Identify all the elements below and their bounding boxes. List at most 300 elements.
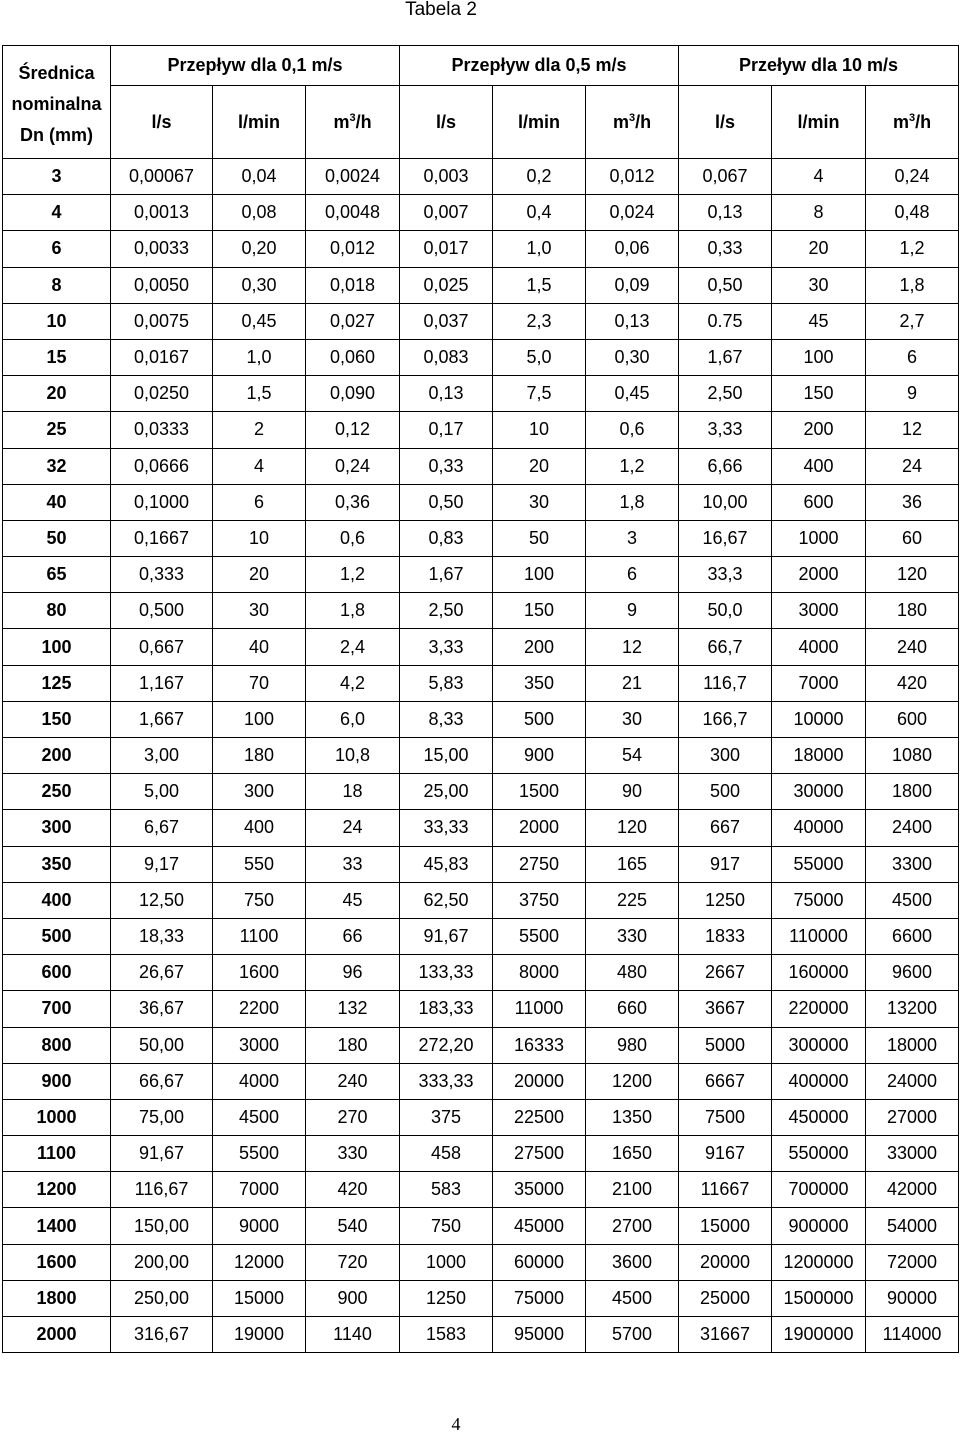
diameter-cell: 20 [3, 376, 111, 412]
value-cell: 9,17 [111, 846, 213, 882]
value-cell: 0,0167 [111, 339, 213, 375]
value-cell: 6600 [866, 918, 959, 954]
value-cell: 3300 [866, 846, 959, 882]
value-cell: 3 [586, 520, 679, 556]
diameter-cell: 1000 [3, 1099, 111, 1135]
value-cell: 2,50 [400, 593, 493, 629]
diameter-cell: 4 [3, 195, 111, 231]
value-cell: 31667 [679, 1317, 772, 1353]
value-cell: 1,8 [586, 484, 679, 520]
value-cell: 0,2 [493, 159, 586, 195]
value-cell: 1250 [400, 1280, 493, 1316]
value-cell: 20 [493, 448, 586, 484]
value-cell: 917 [679, 846, 772, 882]
value-cell: 0,33 [679, 231, 772, 267]
table-body [3, 159, 959, 1353]
diameter-cell: 25 [3, 412, 111, 448]
value-cell: 1000 [400, 1244, 493, 1280]
value-cell: 2100 [586, 1172, 679, 1208]
value-cell: 27500 [493, 1136, 586, 1172]
diameter-cell: 1100 [3, 1136, 111, 1172]
value-cell: 95000 [493, 1317, 586, 1353]
value-cell: 0,012 [586, 159, 679, 195]
value-cell: 220000 [772, 991, 866, 1027]
value-cell: 4 [213, 448, 306, 484]
value-cell: 66,7 [679, 629, 772, 665]
value-cell: 33 [306, 846, 400, 882]
diameter-cell: 100 [3, 629, 111, 665]
value-cell: 62,50 [400, 882, 493, 918]
value-cell: 4500 [866, 882, 959, 918]
value-cell: 720 [306, 1244, 400, 1280]
value-cell: 2667 [679, 955, 772, 991]
value-cell: 0,13 [400, 376, 493, 412]
header-diameter [3, 46, 111, 159]
value-cell: 42000 [866, 1172, 959, 1208]
value-cell: 1,5 [493, 267, 586, 303]
value-cell: 2,4 [306, 629, 400, 665]
value-cell: 0,0013 [111, 195, 213, 231]
value-cell: 54 [586, 738, 679, 774]
value-cell: 0,667 [111, 629, 213, 665]
value-cell: 3,33 [400, 629, 493, 665]
value-cell: 18000 [772, 738, 866, 774]
table-row [3, 195, 959, 231]
value-cell: 0,06 [586, 231, 679, 267]
value-cell: 20 [213, 557, 306, 593]
value-cell: 3600 [586, 1244, 679, 1280]
value-cell: 165 [586, 846, 679, 882]
value-cell: 3000 [213, 1027, 306, 1063]
table-row [3, 1027, 959, 1063]
diameter-cell: 400 [3, 882, 111, 918]
value-cell: 2700 [586, 1208, 679, 1244]
value-cell: 1500000 [772, 1280, 866, 1316]
value-cell: 420 [866, 665, 959, 701]
value-cell: 1900000 [772, 1317, 866, 1353]
value-cell: 8,33 [400, 701, 493, 737]
value-cell: 0,04 [213, 159, 306, 195]
value-cell: 15000 [679, 1208, 772, 1244]
value-cell: 0,0250 [111, 376, 213, 412]
value-cell: 0,24 [306, 448, 400, 484]
value-cell: 40 [213, 629, 306, 665]
header-unit: l/min [772, 86, 866, 159]
value-cell: 19000 [213, 1317, 306, 1353]
value-cell: 6 [866, 339, 959, 375]
table-row [3, 955, 959, 991]
value-cell: 24 [306, 810, 400, 846]
table-row [3, 159, 959, 195]
value-cell: 1600 [213, 955, 306, 991]
value-cell: 160000 [772, 955, 866, 991]
value-cell: 1,167 [111, 665, 213, 701]
value-cell: 30 [586, 701, 679, 737]
value-cell: 1,0 [213, 339, 306, 375]
value-cell: 116,67 [111, 1172, 213, 1208]
table-row [3, 918, 959, 954]
value-cell: 33,3 [679, 557, 772, 593]
table-row [3, 1280, 959, 1316]
table-row [3, 738, 959, 774]
value-cell: 0,025 [400, 267, 493, 303]
value-cell: 8 [772, 195, 866, 231]
value-cell: 120 [866, 557, 959, 593]
value-cell: 0,1000 [111, 484, 213, 520]
value-cell: 550 [213, 846, 306, 882]
value-cell: 66,67 [111, 1063, 213, 1099]
value-cell: 45,83 [400, 846, 493, 882]
value-cell: 0,024 [586, 195, 679, 231]
value-cell: 21 [586, 665, 679, 701]
value-cell: 272,20 [400, 1027, 493, 1063]
value-cell: 333,33 [400, 1063, 493, 1099]
value-cell: 114000 [866, 1317, 959, 1353]
header-group-05: Przepływ dla 0,5 m/s [400, 46, 679, 86]
diameter-cell: 350 [3, 846, 111, 882]
table-row [3, 701, 959, 737]
value-cell: 240 [866, 629, 959, 665]
header-group-10: Przeływ dla 10 m/s [679, 46, 959, 86]
value-cell: 91,67 [111, 1136, 213, 1172]
value-cell: 400 [213, 810, 306, 846]
table-row [3, 629, 959, 665]
value-cell: 150 [493, 593, 586, 629]
value-cell: 96 [306, 955, 400, 991]
value-cell: 0,500 [111, 593, 213, 629]
diameter-cell: 1400 [3, 1208, 111, 1244]
header-unit: $m^3/h$ [586, 86, 679, 159]
value-cell: 72000 [866, 1244, 959, 1280]
value-cell: 2,3 [493, 303, 586, 339]
value-cell: 18,33 [111, 918, 213, 954]
value-cell: 6 [586, 557, 679, 593]
value-cell: 330 [306, 1136, 400, 1172]
value-cell: 0,45 [586, 376, 679, 412]
diameter-cell: 700 [3, 991, 111, 1027]
value-cell: 1500 [493, 774, 586, 810]
value-cell: 1650 [586, 1136, 679, 1172]
value-cell: 30 [213, 593, 306, 629]
table-caption: Tabela 2 [405, 0, 477, 20]
value-cell: 4,2 [306, 665, 400, 701]
value-cell: 6,66 [679, 448, 772, 484]
value-cell: 4500 [213, 1099, 306, 1135]
value-cell: 33000 [866, 1136, 959, 1172]
value-cell: 0,09 [586, 267, 679, 303]
value-cell: 225 [586, 882, 679, 918]
value-cell: 0,067 [679, 159, 772, 195]
value-cell: 0,0048 [306, 195, 400, 231]
value-cell: 2 [213, 412, 306, 448]
value-cell: 30000 [772, 774, 866, 810]
value-cell: 9000 [213, 1208, 306, 1244]
diameter-cell: 10 [3, 303, 111, 339]
table-row [3, 593, 959, 629]
diameter-cell: 150 [3, 701, 111, 737]
value-cell: 6667 [679, 1063, 772, 1099]
diameter-cell: 1600 [3, 1244, 111, 1280]
value-cell: 1,2 [866, 231, 959, 267]
page-number: 4 [451, 1414, 461, 1434]
value-cell: 24000 [866, 1063, 959, 1099]
value-cell: 0,48 [866, 195, 959, 231]
value-cell: 60000 [493, 1244, 586, 1280]
value-cell: 25,00 [400, 774, 493, 810]
value-cell: 26,67 [111, 955, 213, 991]
value-cell: 25000 [679, 1280, 772, 1316]
value-cell: 180 [866, 593, 959, 629]
table-row [3, 520, 959, 556]
diameter-cell: 80 [3, 593, 111, 629]
diameter-cell: 125 [3, 665, 111, 701]
value-cell: 10 [493, 412, 586, 448]
value-cell: 330 [586, 918, 679, 954]
value-cell: 7000 [213, 1172, 306, 1208]
table-row [3, 448, 959, 484]
table-row [3, 1099, 959, 1135]
value-cell: 750 [400, 1208, 493, 1244]
value-cell: 540 [306, 1208, 400, 1244]
value-cell: 0,1667 [111, 520, 213, 556]
value-cell: 1583 [400, 1317, 493, 1353]
value-cell: 33,33 [400, 810, 493, 846]
value-cell: 1800 [866, 774, 959, 810]
value-cell: 132 [306, 991, 400, 1027]
value-cell: 550000 [772, 1136, 866, 1172]
header-diameter-line-2: nominalna [11, 93, 102, 114]
value-cell: 0,13 [586, 303, 679, 339]
value-cell: 700000 [772, 1172, 866, 1208]
value-cell: 35000 [493, 1172, 586, 1208]
value-cell: 1,2 [586, 448, 679, 484]
table-row [3, 810, 959, 846]
value-cell: 0,4 [493, 195, 586, 231]
value-cell: 0,13 [679, 195, 772, 231]
value-cell: 3,00 [111, 738, 213, 774]
value-cell: 55000 [772, 846, 866, 882]
value-cell: 667 [679, 810, 772, 846]
diameter-cell: 32 [3, 448, 111, 484]
value-cell: 300000 [772, 1027, 866, 1063]
value-cell: 30 [772, 267, 866, 303]
value-cell: 116,7 [679, 665, 772, 701]
value-cell: 5700 [586, 1317, 679, 1353]
value-cell: 45 [772, 303, 866, 339]
value-cell: 27000 [866, 1099, 959, 1135]
value-cell: 90000 [866, 1280, 959, 1316]
table-row [3, 557, 959, 593]
value-cell: 0,0075 [111, 303, 213, 339]
value-cell: 7,5 [493, 376, 586, 412]
value-cell: 0,50 [679, 267, 772, 303]
value-cell: 0,30 [586, 339, 679, 375]
value-cell: 9167 [679, 1136, 772, 1172]
value-cell: 18000 [866, 1027, 959, 1063]
value-cell: 45 [306, 882, 400, 918]
value-cell: 0,017 [400, 231, 493, 267]
value-cell: 1,5 [213, 376, 306, 412]
header-unit: $m^3/h$ [866, 86, 959, 159]
table-row [3, 1244, 959, 1280]
diameter-cell: 65 [3, 557, 111, 593]
value-cell: 22500 [493, 1099, 586, 1135]
value-cell: 0,24 [866, 159, 959, 195]
value-cell: 3667 [679, 991, 772, 1027]
value-cell: 11667 [679, 1172, 772, 1208]
value-cell: 0,0333 [111, 412, 213, 448]
value-cell: 1350 [586, 1099, 679, 1135]
value-cell: 0,003 [400, 159, 493, 195]
table-row [3, 267, 959, 303]
value-cell: 12000 [213, 1244, 306, 1280]
value-cell: 12,50 [111, 882, 213, 918]
value-cell: 0,20 [213, 231, 306, 267]
value-cell: 1,2 [306, 557, 400, 593]
value-cell: 0,333 [111, 557, 213, 593]
table-row [3, 339, 959, 375]
value-cell: 0,12 [306, 412, 400, 448]
value-cell: 0,037 [400, 303, 493, 339]
value-cell: 90 [586, 774, 679, 810]
value-cell: 0,0033 [111, 231, 213, 267]
value-cell: 400 [772, 448, 866, 484]
value-cell: 1200 [586, 1063, 679, 1099]
value-cell: 900000 [772, 1208, 866, 1244]
value-cell: 0,00067 [111, 159, 213, 195]
value-cell: 0,0024 [306, 159, 400, 195]
value-cell: 1080 [866, 738, 959, 774]
value-cell: 0,007 [400, 195, 493, 231]
value-cell: 9 [866, 376, 959, 412]
value-cell: 150,00 [111, 1208, 213, 1244]
value-cell: 16,67 [679, 520, 772, 556]
value-cell: 5,00 [111, 774, 213, 810]
value-cell: 0,0666 [111, 448, 213, 484]
value-cell: 3,33 [679, 412, 772, 448]
value-cell: 2200 [213, 991, 306, 1027]
table-row [3, 1208, 959, 1244]
value-cell: 75,00 [111, 1099, 213, 1135]
value-cell: 500 [493, 701, 586, 737]
value-cell: 2,7 [866, 303, 959, 339]
value-cell: 8000 [493, 955, 586, 991]
value-cell: 270 [306, 1099, 400, 1135]
value-cell: 0,6 [586, 412, 679, 448]
header-unit: l/s [679, 86, 772, 159]
value-cell: 480 [586, 955, 679, 991]
value-cell: 70 [213, 665, 306, 701]
diameter-cell: 600 [3, 955, 111, 991]
header-unit: l/s [111, 86, 213, 159]
value-cell: 0,17 [400, 412, 493, 448]
value-cell: 0,33 [400, 448, 493, 484]
value-cell: 10,00 [679, 484, 772, 520]
header-unit: $m^3/h$ [306, 86, 400, 159]
value-cell: 10000 [772, 701, 866, 737]
table-row [3, 774, 959, 810]
value-cell: 180 [213, 738, 306, 774]
header-diameter-line-3: Dn (mm) [20, 124, 93, 145]
value-cell: 120 [586, 810, 679, 846]
value-cell: 66 [306, 918, 400, 954]
table-row [3, 1136, 959, 1172]
value-cell: 0.75 [679, 303, 772, 339]
value-cell: 11000 [493, 991, 586, 1027]
value-cell: 200 [493, 629, 586, 665]
value-cell: 450000 [772, 1099, 866, 1135]
value-cell: 2750 [493, 846, 586, 882]
value-cell: 5,0 [493, 339, 586, 375]
header-diameter-line-1: Średnica [18, 62, 95, 83]
value-cell: 400000 [772, 1063, 866, 1099]
value-cell: 18 [306, 774, 400, 810]
value-cell: 100 [213, 701, 306, 737]
value-cell: 4 [772, 159, 866, 195]
value-cell: 420 [306, 1172, 400, 1208]
value-cell: 0,027 [306, 303, 400, 339]
table-row [3, 412, 959, 448]
value-cell: 16333 [493, 1027, 586, 1063]
table-row [3, 991, 959, 1027]
value-cell: 13200 [866, 991, 959, 1027]
diameter-cell: 900 [3, 1063, 111, 1099]
table-row [3, 376, 959, 412]
value-cell: 0,6 [306, 520, 400, 556]
value-cell: 1250 [679, 882, 772, 918]
value-cell: 20000 [493, 1063, 586, 1099]
value-cell: 10 [213, 520, 306, 556]
value-cell: 375 [400, 1099, 493, 1135]
value-cell: 0,45 [213, 303, 306, 339]
value-cell: 15,00 [400, 738, 493, 774]
diameter-cell: 250 [3, 774, 111, 810]
value-cell: 0,018 [306, 267, 400, 303]
value-cell: 6,0 [306, 701, 400, 737]
units-row [3, 86, 959, 159]
value-cell: 5,83 [400, 665, 493, 701]
value-cell: 316,67 [111, 1317, 213, 1353]
value-cell: 15000 [213, 1280, 306, 1316]
value-cell: 0,083 [400, 339, 493, 375]
value-cell: 300 [213, 774, 306, 810]
value-cell: 980 [586, 1027, 679, 1063]
value-cell: 750 [213, 882, 306, 918]
value-cell: 1,667 [111, 701, 213, 737]
table-row [3, 1063, 959, 1099]
header-group-01: Przepływ dla 0,1 m/s [111, 46, 400, 86]
value-cell: 660 [586, 991, 679, 1027]
value-cell: 600 [772, 484, 866, 520]
value-cell: 2000 [772, 557, 866, 593]
value-cell: 5500 [493, 918, 586, 954]
value-cell: 0,83 [400, 520, 493, 556]
value-cell: 1833 [679, 918, 772, 954]
diameter-cell: 1800 [3, 1280, 111, 1316]
value-cell: 183,33 [400, 991, 493, 1027]
value-cell: 6 [213, 484, 306, 520]
value-cell: 5500 [213, 1136, 306, 1172]
diameter-cell: 3 [3, 159, 111, 195]
value-cell: 1200000 [772, 1244, 866, 1280]
table-row [3, 1317, 959, 1353]
header-unit: l/s [400, 86, 493, 159]
value-cell: 4000 [213, 1063, 306, 1099]
value-cell: 100 [493, 557, 586, 593]
diameter-cell: 300 [3, 810, 111, 846]
value-cell: 2000 [493, 810, 586, 846]
value-cell: 110000 [772, 918, 866, 954]
